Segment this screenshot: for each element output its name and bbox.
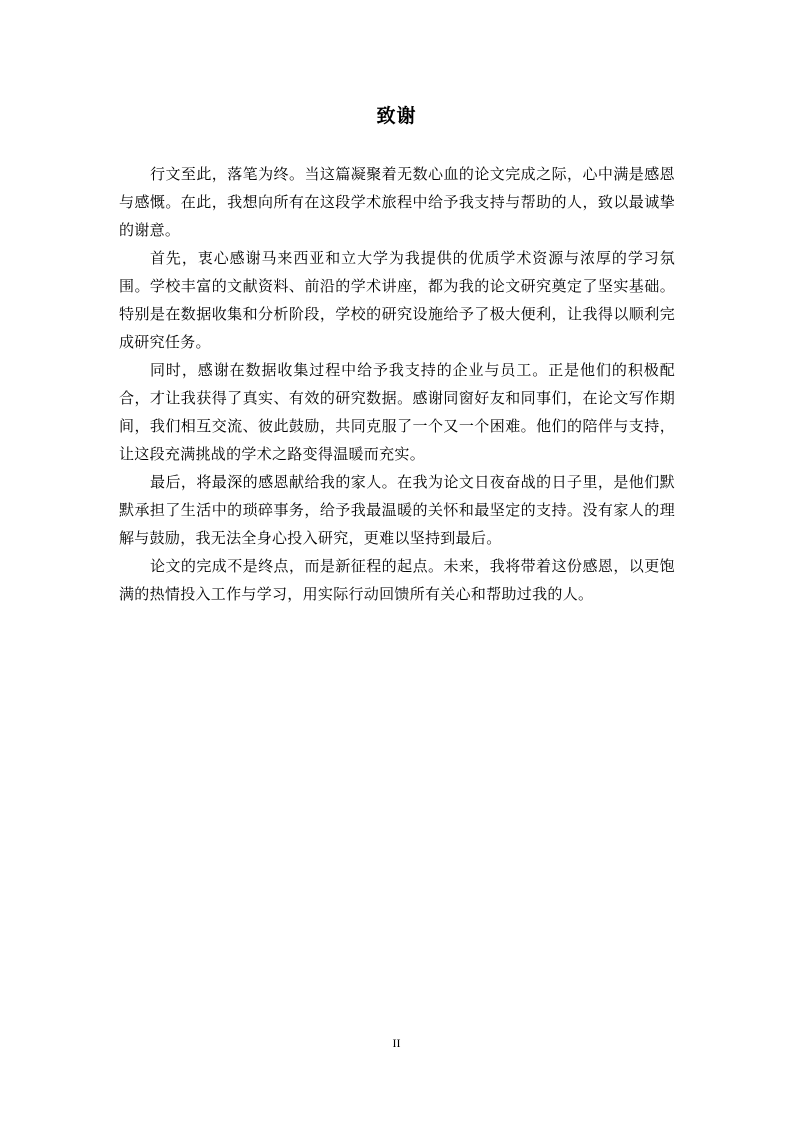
page-number: II bbox=[392, 1036, 401, 1050]
paragraph-4: 最后，将最深的感恩献给我的家人。在我为论文日夜奋战的日子里，是他们默默承担了生活中的琐碎事务，给予我最温暖的关怀和最坚定的支持。没有家人的理解与鼓励，我无法全身心投入研究，更难以坚持到最后。 bbox=[119, 473, 675, 547]
acknowledgement-body bbox=[119, 160, 675, 608]
paragraph-5: 论文的完成不是终点，而是新征程的起点。未来，我将带着这份感恩，以更饱满的热情投入工作与学习，用实际行动回馈所有关心和帮助过我的人。 bbox=[119, 557, 675, 603]
page-title: 致谢 bbox=[376, 105, 417, 127]
paragraph-2: 首先，衷心感谢马来西亚和立大学为我提供的优质学术资源与浓厚的学习氛围。学校丰富的文献资料、前沿的学术讲座，都为我的论文研究奠定了坚实基础。特别是在数据收集和分析阶段，学校的研究设施给予了极大便利，让我得以顺利完成研究任务。 bbox=[119, 249, 675, 351]
paragraph-3: 同时，感谢在数据收集过程中给予我支持的企业与员工。正是他们的积极配合，才让我获得了真实、有效的研究数据。感谢同窗好友和同事们，在论文写作期间，我们相互交流、彼此鼓励，共同克服了一个又一个困难。他们的陪伴与支持，让这段充满挑战的学术之路变得温暖而充实。 bbox=[119, 361, 675, 463]
paragraph-1: 行文至此，落笔为终。当这篇凝聚着无数心血的论文完成之际，心中满是感恩与感慨。在此，我想向所有在这段学术旅程中给予我支持与帮助的人，致以最诚挚的谢意。 bbox=[119, 165, 675, 239]
